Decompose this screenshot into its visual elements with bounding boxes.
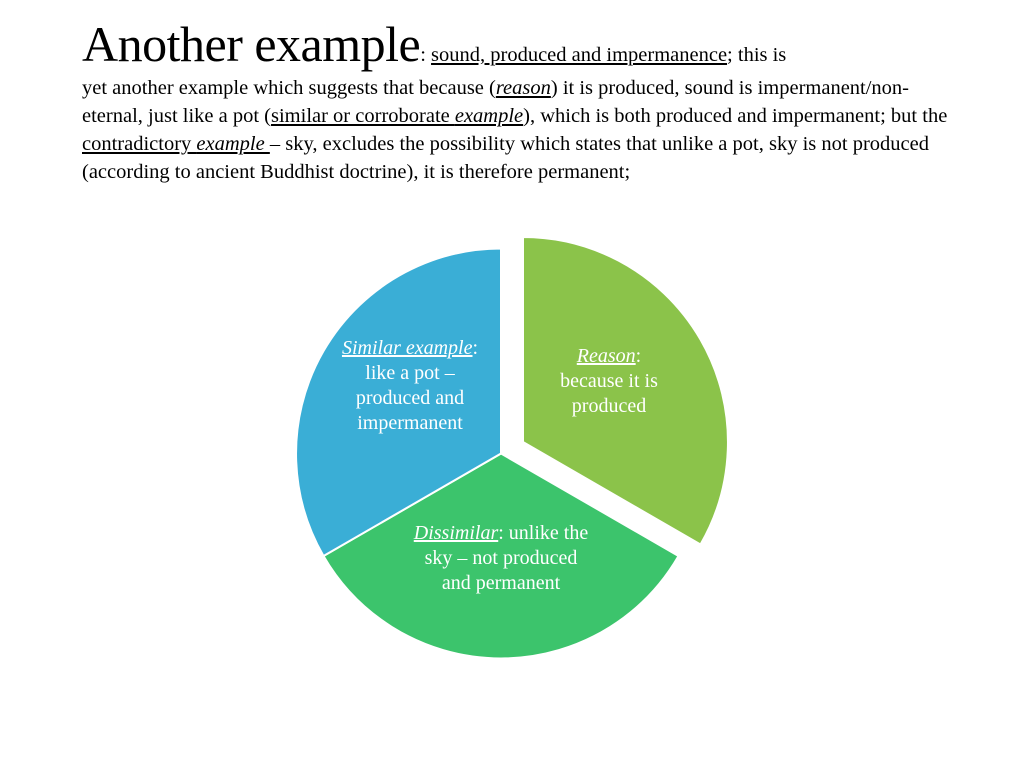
dissimilar-term: Dissimilar [413, 522, 499, 544]
title-colon: : [420, 44, 432, 66]
dissimilar-label [410, 521, 592, 596]
subtitle-rest: ; this is [727, 44, 787, 66]
subtitle-topic: sound, produced and impermanence [431, 44, 728, 66]
reason-word: reason [495, 77, 551, 99]
contradictory-example-word: example [196, 133, 270, 155]
reason-term: Reason [576, 345, 636, 367]
similar-example-term-label: Similar example [341, 337, 473, 359]
paragraph-part-1: yet another example which suggests that because ( [82, 77, 496, 99]
paragraph-part-2: ) it is produced, sound is impermanent/non-eternal, just like a pot ( [82, 77, 910, 127]
similar-text: similar or corroborate [271, 105, 455, 127]
contradictory-text: contradictory [82, 133, 197, 155]
similar-example-text: : like a pot – produced and impermanent [355, 337, 479, 434]
slide-title: Another example [82, 16, 421, 72]
reason-label [528, 344, 690, 419]
reason-sep: : [635, 345, 642, 367]
dissimilar-text: : unlike the sky – not produced and permanent [424, 522, 589, 594]
paragraph-part-3: ), which is both produced and impermanent; but the [523, 105, 948, 127]
reason-text: because it is produced [560, 370, 658, 417]
similar-example-label [338, 336, 482, 436]
paragraph-part-4: – sky, excludes the possibility which states that unlike a pot, sky is not produced (according to ancient Buddhist doctrine), it is therefore permanent; [82, 133, 929, 183]
similar-example-word: example [454, 105, 524, 127]
